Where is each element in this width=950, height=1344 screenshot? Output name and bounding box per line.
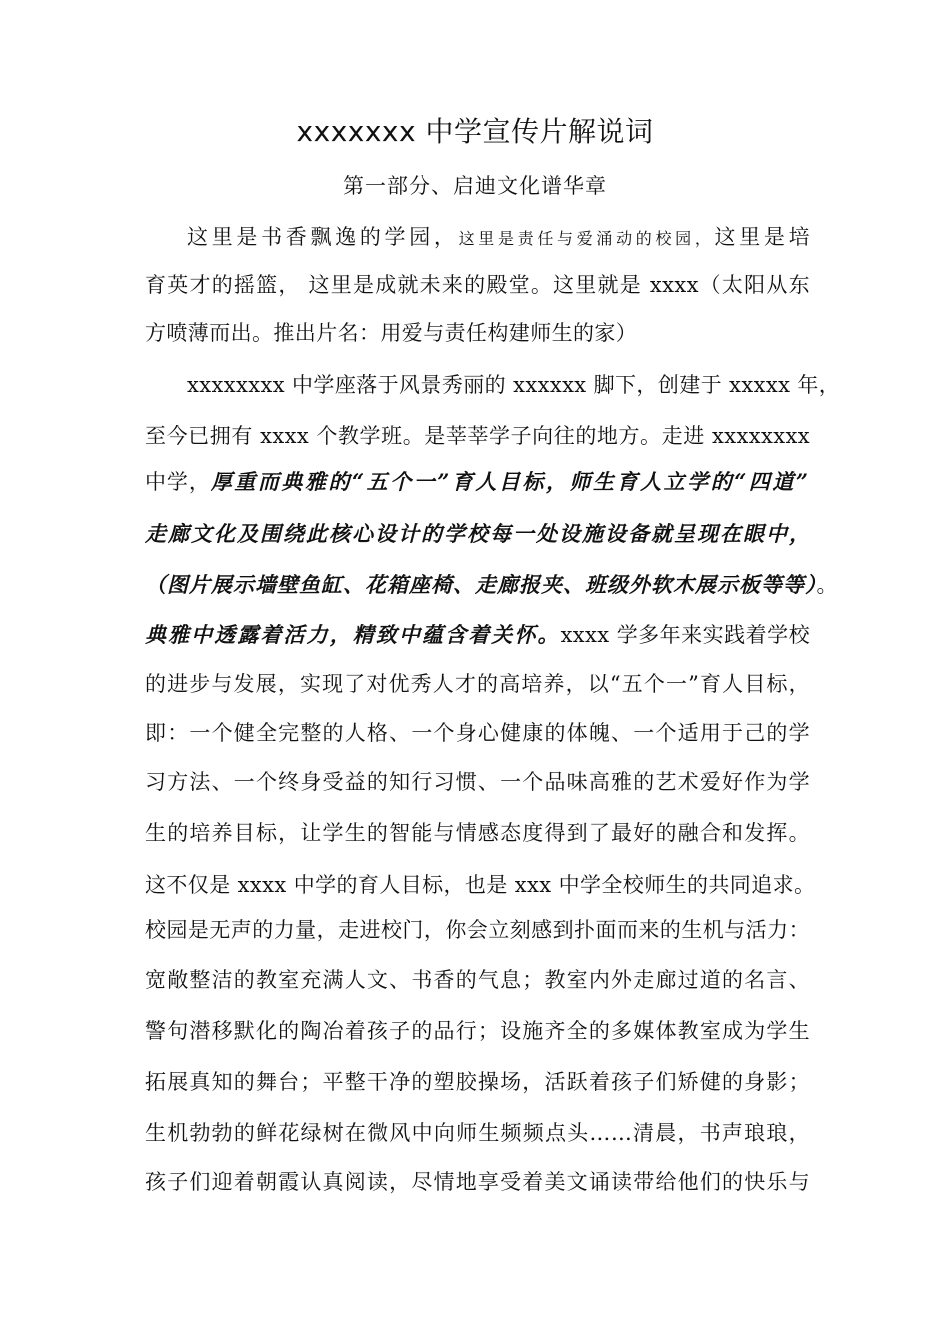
emphasis-text: 典雅中透露着活力，精致中蕴含着关怀。 [145,622,561,647]
paragraph-2-line-3 [145,467,810,497]
paragraph-2-line-5 [145,570,838,600]
paragraph-2-line-7: 的进步与发展，实现了对优秀人才的高培养，以“五个一”育人目标， [145,672,810,696]
paragraph-2-line-13: 宽敞整洁的教室充满人文、书香的气息；教室内外走廊过道的名言、 [145,968,810,992]
text-segment: 。 [816,573,838,597]
paragraph-2-line-11: 这不仅是 xxxx 中学的育人目标，也是 xxx 中学全校师生的共同追求。 [145,873,816,897]
paragraph-2-line-17: 孩子们迎着朝霞认真阅读，尽情地享受着美文诵读带给他们的快乐与 [145,1170,810,1194]
paragraph-2-line-8: 即：一个健全完整的人格、一个身心健康的体魄、一个适用于己的学 [145,721,810,745]
text-segment: 这里是培 [714,225,810,249]
text-segment: 这里是书香飘逸的学园， [187,225,459,249]
emphasis-text: （图片展示墙壁鱼缸、花箱座椅、走廊报夹、班级外软木展示板等等） [145,572,817,597]
paragraph-2-line-2: 至今已拥有 xxxx 个教学班。是莘莘学子向往的地方。走进 xxxxxxxx [145,424,810,448]
paragraph-2-line-14: 警句潜移默化的陶冶着孩子的品行；设施齐全的多媒体教室成为学生 [145,1019,810,1043]
paragraph-2-line-4: 走廊文化及围绕此核心设计的学校每一处设施设备就呈现在眼中， [145,521,812,546]
paragraph-2-line-16: 生机勃勃的鲜花绿树在微风中向师生频频点头……清晨，书声琅琅， [145,1121,810,1145]
emphasis-text: 厚重而典雅的“五个一”育人目标，师生育人立学的“四道” [210,469,810,494]
paragraph-2-line-12: 校园是无声的力量，走进校门，你会立刻感到扑面而来的生机与活力： [145,918,810,942]
paragraph-2-line-15: 拓展真知的舞台；平整干净的塑胶操场，活跃着孩子们矫健的身影； [145,1070,810,1094]
paragraph-2-line-10: 生的培养目标，让学生的智能与情感态度得到了最好的融合和发挥。 [145,821,810,845]
paragraph-2-line-9: 习方法、一个终身受益的知行习惯、一个品味高雅的艺术爱好作为学 [145,770,810,794]
paragraph-1-line-3: 方喷薄而出。推出片名：用爱与责任构建师生的家） [145,321,638,345]
section-heading: 第一部分、启迪文化谱华章 [343,174,607,198]
paragraph-1-line-2: 育英才的摇篮， 这里是成就未来的殿堂。这里就是 xxxx（太阳从东 [145,273,810,297]
text-segment: 中学， [145,470,211,494]
text-segment-small: 这里是责任与爱涌动的校园， [458,229,715,248]
paragraph-2-line-6 [145,620,810,650]
paragraph-1-line-1 [187,222,810,254]
document-title: xxxxxxx 中学宣传片解说词 [296,115,654,148]
paragraph-2-line-1: xxxxxxxx 中学座落于风景秀丽的 xxxxxx 脚下，创建于 xxxxx 年， [187,373,841,397]
text-segment: xxxx 学多年来实践着学校 [560,623,810,647]
